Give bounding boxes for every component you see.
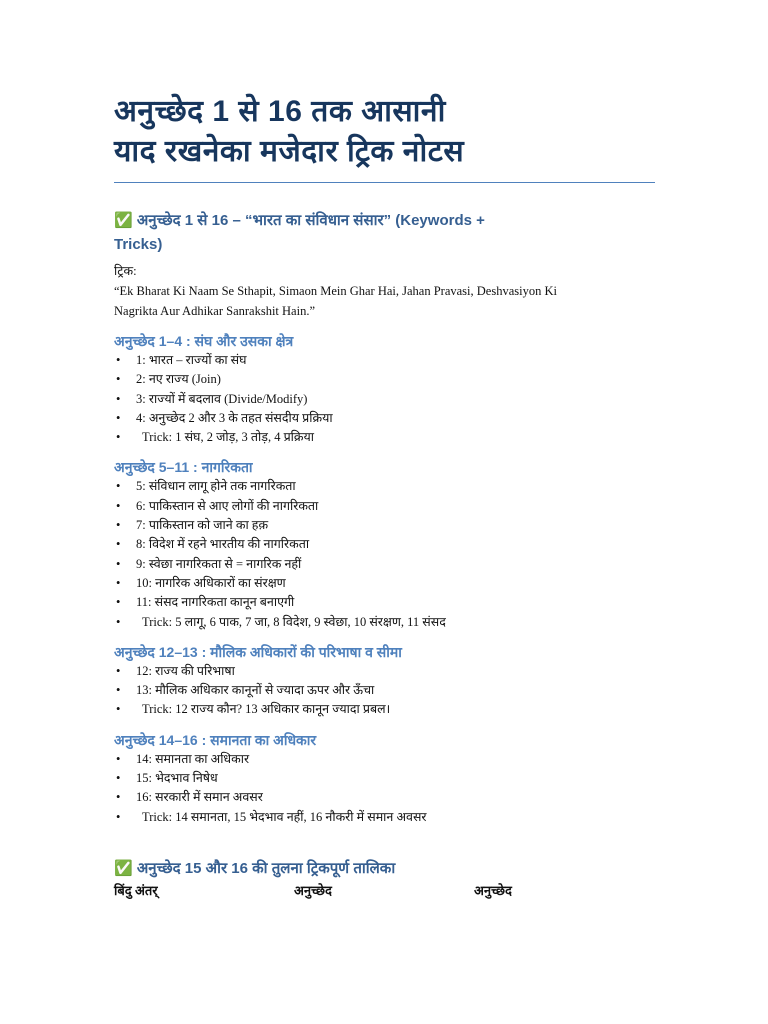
section-list xyxy=(114,477,659,631)
bullet-icon: • xyxy=(116,391,121,406)
bullet-icon: • xyxy=(116,353,121,367)
table-header-cell: अनुच्छेद xyxy=(294,882,332,898)
section-list xyxy=(114,750,659,827)
bullet-icon: • xyxy=(116,751,121,766)
list-item: • 4: अनुच्छेद 2 और 3 के तहत संसदीय प्रक्रिया xyxy=(114,409,659,428)
list-item: • 7: पाकिस्तान को जाने का हक़ xyxy=(114,516,659,535)
trick-item: • Trick: 1 संघ, 2 जोड़, 3 तोड़, 4 प्रक्रिया xyxy=(114,428,659,447)
trick-item: • Trick: 12 राज्य कौन? 13 अधिकार कानून ज्यादा प्रबल। xyxy=(114,700,659,719)
list-item: • 10: नागरिक अधिकारों का संरक्षण xyxy=(114,574,659,593)
bullet-icon: • xyxy=(116,498,121,513)
document-title xyxy=(114,92,659,172)
bullet-icon: • xyxy=(116,372,121,387)
title-line-2: याद रखनेका मजेदार ट्रिक नोटस xyxy=(114,135,465,168)
comparison-table-header xyxy=(114,881,659,901)
bullet-icon: • xyxy=(116,663,121,678)
section-heading: अनुच्छेद 1–4 : संघ और उसका क्षेत्र xyxy=(114,333,294,349)
list-item: • 8: विदेश में रहने भारतीय की नागरिकता xyxy=(114,535,659,554)
bullet-icon: • xyxy=(116,537,121,552)
main-heading xyxy=(114,209,659,257)
trick-item: • Trick: 5 लागू, 6 पाक, 7 जा, 8 विदेश, 9 स्वेछा, 10 संरक्षण, 11 संसद xyxy=(114,613,659,632)
bullet-icon: • xyxy=(116,683,121,698)
table-header-cell: अनुच्छेद xyxy=(474,882,512,898)
main-heading-line-1: ✅ अनुच्छेद 1 से 16 – “भारत का संविधान संसार” (Keywords + xyxy=(114,212,485,229)
list-item: • 14: समानता का अधिकार xyxy=(114,750,659,769)
list-item: • 5: संविधान लागू होने तक नागरिकता xyxy=(114,477,659,496)
list-item: • 6: पाकिस्तान से आए लोगों की नागरिकता xyxy=(114,497,659,516)
bullet-icon: • xyxy=(116,702,121,717)
list-item: • 15: भेदभाव निषेध xyxy=(114,769,659,788)
bullet-icon: • xyxy=(116,430,121,445)
section-heading: अनुच्छेद 14–16 : समानता का अधिकार xyxy=(114,731,317,748)
bullet-icon: • xyxy=(116,518,121,533)
main-heading-line-2: Tricks) xyxy=(114,236,163,253)
bullet-icon: • xyxy=(116,614,121,629)
section-list xyxy=(114,351,659,447)
mnemonic-label: ट्रिक: xyxy=(114,264,137,278)
table-header-cell: बिंदु अंतर् xyxy=(114,882,158,898)
bullet-icon: • xyxy=(116,595,121,610)
list-item: • 16: सरकारी में समान अवसर xyxy=(114,788,659,807)
list-item: • 12: राज्य की परिभाषा xyxy=(114,662,659,681)
bullet-icon: • xyxy=(116,809,121,824)
comparison-heading: ✅ अनुच्छेद 15 और 16 की तुलना ट्रिकपूर्ण तालिका xyxy=(114,859,396,877)
mnemonic-line-2: Nagrikta Aur Adhikar Sanrakshit Hain.” xyxy=(114,304,315,318)
bullet-icon: • xyxy=(116,410,121,425)
list-item: • 1: भारत – राज्यों का संघ xyxy=(114,351,659,370)
bullet-icon: • xyxy=(116,479,121,494)
mnemonic-line-1: “Ek Bharat Ki Naam Se Sthapit, Simaon Mein Ghar Hai, Jahan Pravasi, Deshvasiyon Ki xyxy=(114,284,557,298)
bullet-icon: • xyxy=(116,771,121,786)
bullet-icon: • xyxy=(116,556,121,571)
list-item: • 3: राज्यों में बदलाव (Divide/Modify) xyxy=(114,390,659,409)
section-heading: अनुच्छेद 12–13 : मौलिक अधिकारों की परिभाषा व सीमा xyxy=(114,643,402,660)
bullet-icon: • xyxy=(116,575,121,590)
list-item: • 13: मौलिक अधिकार कानूनों से ज्यादा ऊपर और ऊँचा xyxy=(114,681,659,700)
title-line-1: अनुच्छेद 1 से 16 तक आसानी xyxy=(114,95,446,128)
trick-item: • Trick: 14 समानता, 15 भेदभाव नहीं, 16 नौकरी में समान अवसर xyxy=(114,808,659,827)
bullet-icon: • xyxy=(116,790,121,805)
section-list xyxy=(114,662,659,720)
list-item: • 9: स्वेछा नागरिकता से = नागरिक नहीं xyxy=(114,555,659,574)
document-page xyxy=(114,92,659,901)
section-heading: अनुच्छेद 5–11 : नागरिकता xyxy=(114,459,253,476)
list-item: • 11: संसद नागरिकता कानून बनाएगी xyxy=(114,593,659,612)
list-item: • 2: नए राज्य (Join) xyxy=(114,370,659,389)
